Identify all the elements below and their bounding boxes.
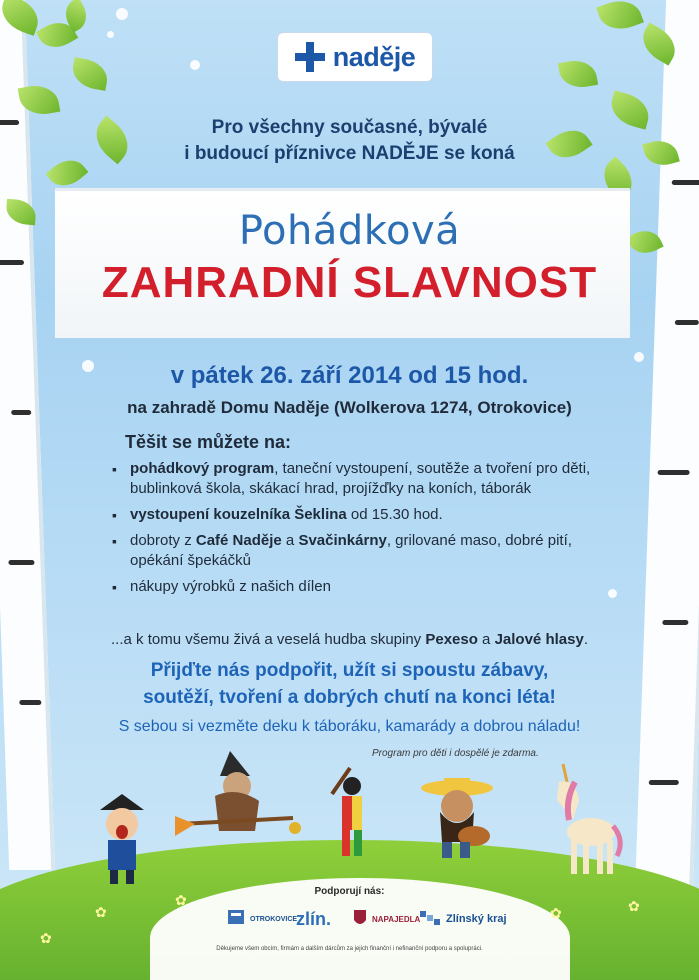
call-to-action	[0, 657, 699, 711]
sponsor-otrokovice: OTROKOVICE	[226, 904, 297, 934]
leaf-icon	[70, 57, 110, 91]
sponsors-title: Podporují nás:	[314, 886, 385, 897]
bubble	[190, 60, 200, 70]
flower-icon: ✿	[95, 904, 107, 920]
event-date: v pátek 26. září 2014 od 15 hod.	[170, 362, 529, 389]
bubble	[634, 352, 644, 362]
list-item: ▪ nákupy výrobků z našich dílen	[112, 577, 612, 597]
flower-icon: ✿	[550, 905, 562, 921]
sponsor-napajedla: NAPAJEDLA	[352, 904, 420, 934]
bubble	[107, 31, 114, 38]
blue-cross-icon	[295, 42, 325, 72]
cta-line-1: Přijďte nás podpořit, užít si spoustu zábavy,	[150, 660, 549, 681]
sponsor-zlin: zlín.	[296, 908, 331, 929]
leaf-icon	[558, 57, 598, 91]
jester-character-icon	[322, 764, 382, 864]
nadeje-logo	[277, 32, 433, 82]
free-note: Program pro děti i dospělé je zdarma.	[372, 748, 539, 759]
intro-line-1: Pro všechny současné, bývalé	[211, 117, 488, 138]
witch-on-broom-icon	[175, 746, 305, 846]
zlinsky-kraj-logo-icon	[420, 909, 442, 929]
intro-text	[0, 115, 699, 167]
flower-icon: ✿	[40, 930, 52, 946]
list-item: ▪ vystoupení kouzelníka Šeklina od 15.30 hod.	[112, 505, 612, 525]
intro-line-2: i budoucí příznivce NADĚJE se koná	[184, 143, 515, 164]
bubble	[116, 8, 128, 20]
leaf-icon	[596, 0, 644, 36]
event-venue: na zahradě Domu Naděje (Wolkerova 1274, Otrokovice)	[127, 398, 572, 417]
program-heading: Těšit se můžete na:	[125, 432, 292, 452]
program-list	[112, 459, 612, 603]
pirate-character-icon	[92, 792, 152, 887]
thanks-note: Děkujeme všem obcím, firmám a dalším dárcům za jejich finanční i nefinanční podporu a spolupráci.	[216, 946, 483, 952]
bring-note: S sebou si vezměte deku k táboráku, kamarády a dobrou náladu!	[118, 718, 581, 735]
otrokovice-logo-icon	[226, 908, 246, 930]
list-item: ▪ pohádkový program, taneční vystoupení, soutěže a tvoření pro děti, bublinková škola, skákací hrad, projížďky na koních, táborák	[112, 459, 612, 499]
list-item: ▪ dobroty z Café Naděje a Svačinkárny, grilované maso, dobré pití, opékání špekáčků	[112, 531, 612, 571]
sponsor-zlinsky-kraj: Zlínský kraj	[420, 904, 507, 934]
flower-icon: ✿	[175, 892, 187, 908]
napajedla-logo-icon	[352, 908, 368, 930]
title-line-2: ZAHRADNÍ SLAVNOST	[101, 258, 598, 307]
cta-line-2: soutěží, tvoření a dobrých chutí na konci léta!	[143, 687, 556, 708]
flower-icon: ✿	[628, 898, 640, 914]
unicorn-icon	[545, 760, 625, 880]
title-line-1: Pohádková	[238, 208, 461, 254]
bandit-guitarist-icon	[412, 772, 502, 862]
music-line: ...a k tomu všemu živá a veselá hudba skupiny Pexeso a Jalové hlasy.	[111, 631, 588, 648]
logo-text: naděje	[332, 41, 416, 72]
